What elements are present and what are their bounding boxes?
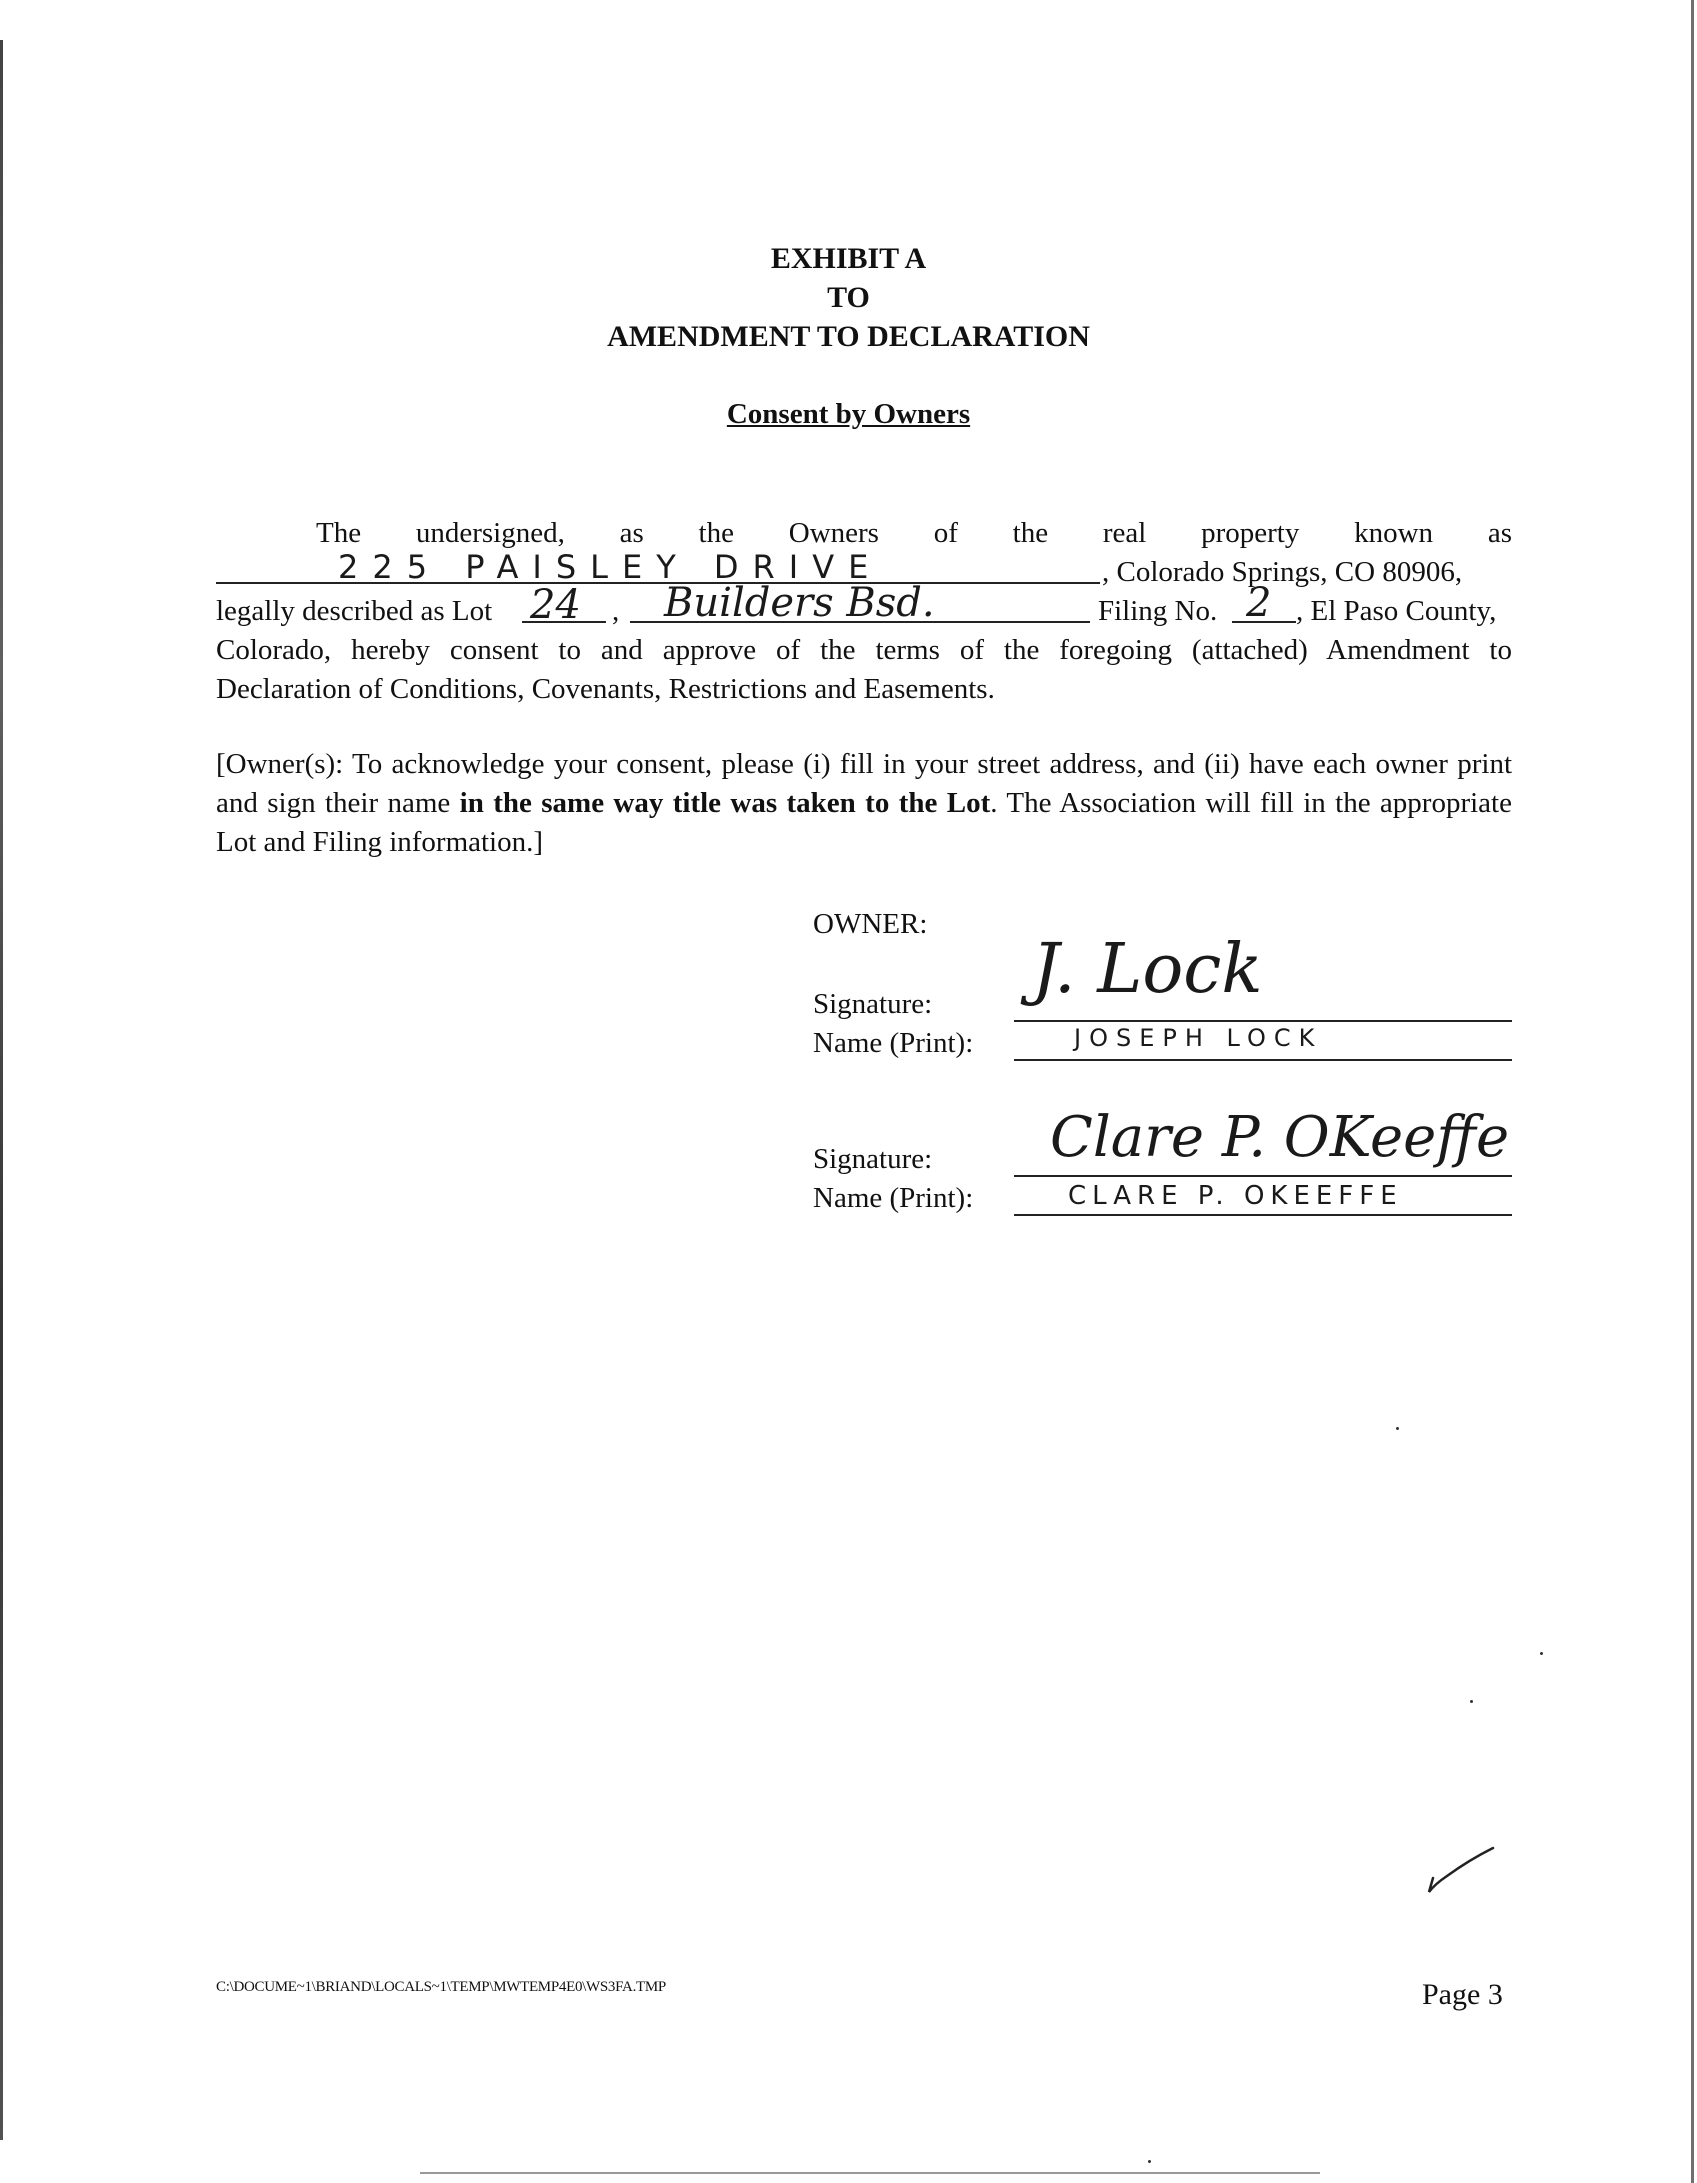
scan-speck <box>1540 1652 1543 1655</box>
signature-label-1: Signature: <box>813 988 933 1020</box>
instructions-paragraph <box>216 745 1512 862</box>
address-suffix: , Colorado Springs, CO 80906, <box>1102 556 1463 588</box>
exhibit-title-to: TO <box>827 281 870 314</box>
printed-name-2: CLARE P. OKEEFFE <box>1068 1181 1403 1211</box>
signature-2: Clare P. OKeeffe <box>1050 1105 1510 1170</box>
scan-edge-bottom <box>420 2172 1320 2174</box>
handwritten-subdivision: Builders Bsd. <box>664 580 935 626</box>
instructions-text-1: [Owner(s): To acknowledge your consent, please (i) fill in your street address, and (ii) have each owner print and sign their name <box>216 748 1512 819</box>
name-line-2 <box>1014 1214 1512 1216</box>
signature-1: J. Lock <box>1032 930 1263 1009</box>
signature-line-1 <box>1014 1020 1512 1022</box>
consent-line-1: The undersigned, as the Owners of the real property known as <box>316 517 1512 549</box>
scan-speck <box>1470 1700 1473 1703</box>
signature-line-2 <box>1014 1175 1512 1177</box>
footer-file-path: C:\DOCUME~1\BRIAND\LOCALS~1\TEMP\MWTEMP4E0\WS3FA.TMP <box>216 1979 666 1995</box>
consent-line-4: Colorado, hereby consent to and approve of the terms of the foregoing (attached) Amendment to <box>216 634 1512 666</box>
name-label-2: Name (Print): <box>813 1182 974 1214</box>
signature-label-2: Signature: <box>813 1143 933 1175</box>
filing-suffix: , El Paso County, <box>1296 595 1497 627</box>
instructions-bold: in the same way title was taken to the Lot <box>459 787 991 819</box>
name-line-1 <box>1014 1059 1512 1061</box>
name-label-1: Name (Print): <box>813 1027 974 1059</box>
handwritten-lot: 24 <box>530 582 581 628</box>
handwritten-address: 225 PAISLEY DRIVE <box>338 548 883 586</box>
printed-name-1: JOSEPH LOCK <box>1074 1024 1323 1052</box>
consent-heading: Consent by Owners <box>726 398 971 430</box>
scan-speck <box>1396 1427 1399 1430</box>
check-mark-icon <box>1425 1840 1505 1900</box>
instructions-text-2: . The Association will fill in the appropriate Lot and Filing information.] <box>216 787 1512 858</box>
exhibit-title: EXHIBIT A <box>770 242 927 275</box>
filing-prefix: Filing No. <box>1098 595 1218 627</box>
lot-comma: , <box>612 595 620 627</box>
owner-label: OWNER: <box>813 908 928 940</box>
page-number: Page 3 <box>1422 1978 1503 2011</box>
scan-speck <box>1148 2160 1151 2163</box>
exhibit-title-amendment: AMENDMENT TO DECLARATION <box>607 320 1090 353</box>
handwritten-filing: 2 <box>1246 580 1272 626</box>
consent-line-5: Declaration of Conditions, Covenants, Restrictions and Easements. <box>216 673 995 705</box>
lot-prefix: legally described as Lot <box>216 595 493 627</box>
